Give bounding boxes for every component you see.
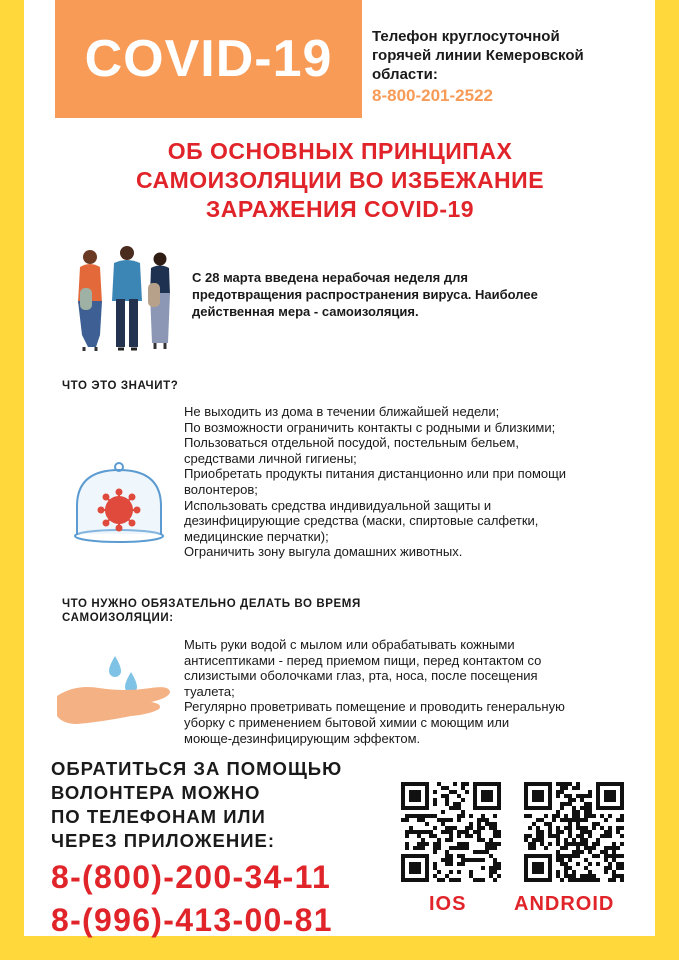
list-item: Использовать средства индивидуальной защиты и — [184, 497, 492, 513]
hotline-line: Телефон круглосуточной — [372, 28, 560, 45]
list-item: антисептиками - перед приемом пищи, перед контактом со — [184, 652, 542, 668]
list-item: По возможности ограничить контакты с родными и близкими; — [184, 419, 556, 435]
hotline-phone[interactable]: 8-800-201-2522 — [372, 86, 493, 105]
help-line: ВОЛОНТЕРА МОЖНО — [51, 782, 261, 803]
volunteer-help-text — [51, 757, 381, 853]
heading-line: ЧТО НУЖНО ОБЯЗАТЕЛЬНО ДЕЛАТЬ ВО ВРЕМЯ — [62, 598, 361, 610]
list-item: Не выходить из дома в течении ближайшей недели; — [184, 404, 500, 419]
list-item: слизистыми оболочками глаз, рта, носа, после посещения — [184, 668, 538, 684]
list-item: средствами личной гигиены; — [184, 450, 357, 466]
list-item: Мыть руки водой с мылом или обрабатывать кожными — [184, 637, 515, 652]
qr-code-android-icon[interactable] — [524, 782, 624, 882]
list-item: уборку с применением бытовой химии с моющим или — [184, 714, 510, 730]
section2-heading — [62, 597, 462, 625]
hotline-line: области: — [372, 66, 438, 83]
list-item: моюще-дезинфицирующим эффектом. — [184, 730, 421, 746]
section1-heading: ЧТО ЭТО ЗНАЧИТ? — [62, 380, 179, 392]
android-label: ANDROID — [514, 893, 615, 915]
list-item: медицинские перчатки); — [184, 528, 329, 544]
list-item: Регулярно проветривать помещение и проводить генеральную — [184, 699, 565, 715]
list-item: волонтеров; — [184, 481, 258, 497]
list-item: Ограничить зону выгула домашних животных. — [184, 544, 463, 560]
list-item: дезинфицирующие средства (маски, спиртовые салфетки, — [184, 513, 539, 529]
section2-list — [184, 637, 644, 746]
title-line: САМОИЗОЛЯЦИИ ВО ИЗБЕЖАНИЕ — [135, 167, 545, 193]
title-line: ОБ ОСНОВНЫХ ПРИНЦИПАХ — [167, 138, 513, 164]
volunteer-phone-2[interactable]: 8-(996)-413-00-81 — [51, 902, 333, 938]
intro-line: предотвращения распространения вируса. Наиболее — [192, 287, 538, 302]
ios-label: IOS — [429, 893, 467, 915]
hand-water-drops-icon — [55, 652, 175, 730]
virus-dome-icon — [72, 462, 167, 544]
title-line: ЗАРАЖЕНИЯ COVID-19 — [205, 196, 475, 222]
list-item: Пользоваться отдельной посудой, постельным бельем, — [184, 435, 519, 451]
hotline-info — [372, 27, 662, 105]
volunteer-phone-1[interactable]: 8-(800)-200-34-11 — [51, 859, 332, 895]
qr-code-ios-icon[interactable] — [401, 782, 501, 882]
list-item: туалета; — [184, 683, 235, 699]
covid-badge: COVID-19 — [55, 0, 362, 118]
page-title — [60, 137, 620, 224]
hotline-line: горячей линии Кемеровской — [372, 47, 584, 64]
intro-text — [192, 269, 642, 320]
intro-line: действенная мера - самоизоляция. — [192, 304, 419, 319]
help-line: ОБРАТИТЬСЯ ЗА ПОМОЩЬЮ — [51, 758, 343, 779]
section1-list — [184, 404, 644, 560]
volunteer-phones — [51, 856, 333, 942]
help-line: ПО ТЕЛЕФОНАМ ИЛИ — [51, 806, 266, 827]
list-item: Приобретать продукты питания дистанционно или при помощи — [184, 466, 567, 482]
heading-line: САМОИЗОЛЯЦИИ: — [62, 612, 174, 624]
intro-line: С 28 марта введена нерабочая неделя для — [192, 270, 468, 285]
help-line: ЧЕРЕЗ ПРИЛОЖЕНИЕ: — [51, 830, 276, 851]
people-illustration-icon — [60, 243, 180, 353]
